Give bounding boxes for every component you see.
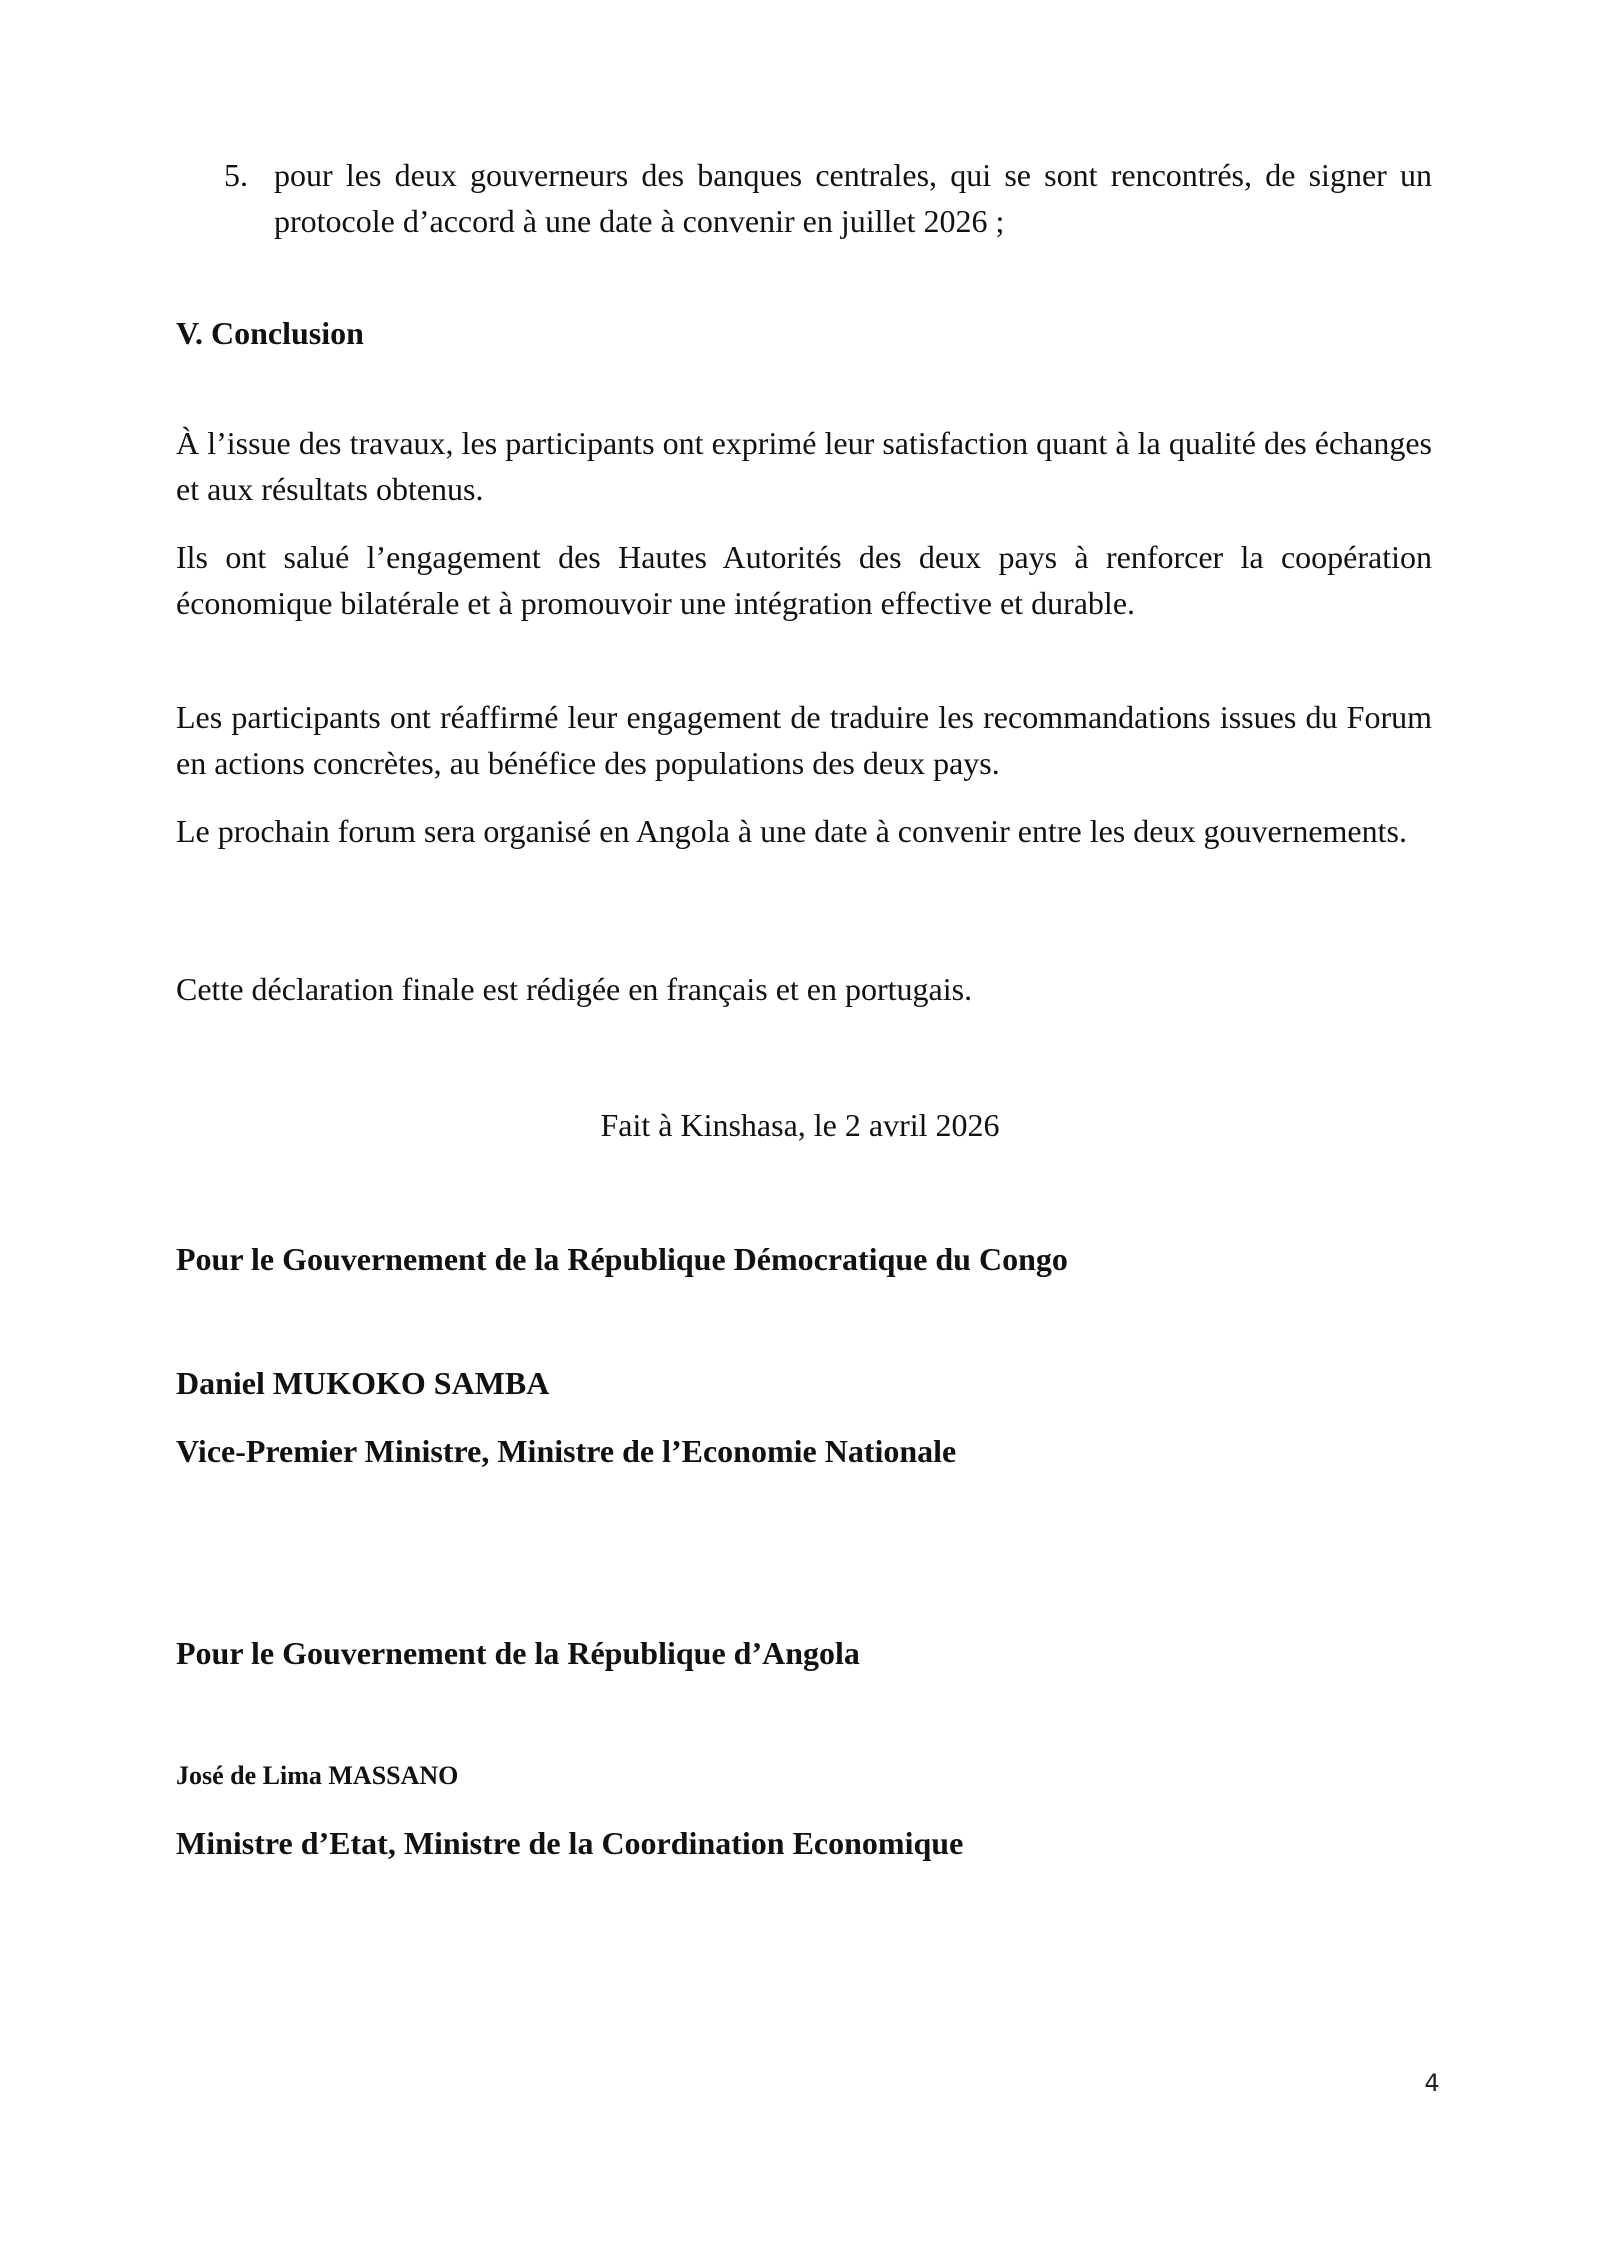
paragraph-2: Ils ont salué l’engagement des Hautes Autorités des deux pays à renforcer la coopération économique bilatérale et à promouvoir une intégration effective et durable. [176, 539, 1432, 621]
angola-signatory-title: Ministre d’Etat, Ministre de la Coordination Economique [176, 1825, 964, 1861]
page-number: 4 [1424, 2069, 1440, 2097]
angola-government: Pour le Gouvernement de la République d’Angola [176, 1635, 860, 1671]
paragraph-4: Le prochain forum sera organisé en Angola à une date à convenir entre les deux gouvernements. [176, 813, 1407, 849]
rdc-signatory-name: Daniel MUKOKO SAMBA [176, 1365, 550, 1401]
rdc-signatory-title: Vice-Premier Ministre, Ministre de l’Economie Nationale [176, 1433, 957, 1469]
angola-signatory-name: José de Lima MASSANO [176, 1761, 459, 1790]
list-item-text: pour les deux gouverneurs des banques centrales, qui se sont rencontrés, de signer un protocole d’accord à une date à convenir en juillet 2026 ; [274, 157, 1432, 239]
language-note: Cette déclaration finale est rédigée en français et en portugais. [176, 971, 973, 1007]
list-item-5 [224, 152, 1432, 244]
paragraph-3: Les participants ont réaffirmé leur engagement de traduire les recommandations issues du Forum en actions concrètes, au bénéfice des populations des deux pays. [176, 699, 1432, 781]
rdc-government: Pour le Gouvernement de la République Démocratique du Congo [176, 1241, 1068, 1277]
place-date: Fait à Kinshasa, le 2 avril 2026 [600, 1107, 1000, 1143]
paragraph-1: À l’issue des travaux, les participants ont exprimé leur satisfaction quant à la qualité des échanges et aux résultats obtenus. [176, 425, 1432, 507]
list-item-number: 5. [224, 157, 248, 193]
section-heading: V. Conclusion [176, 315, 364, 351]
